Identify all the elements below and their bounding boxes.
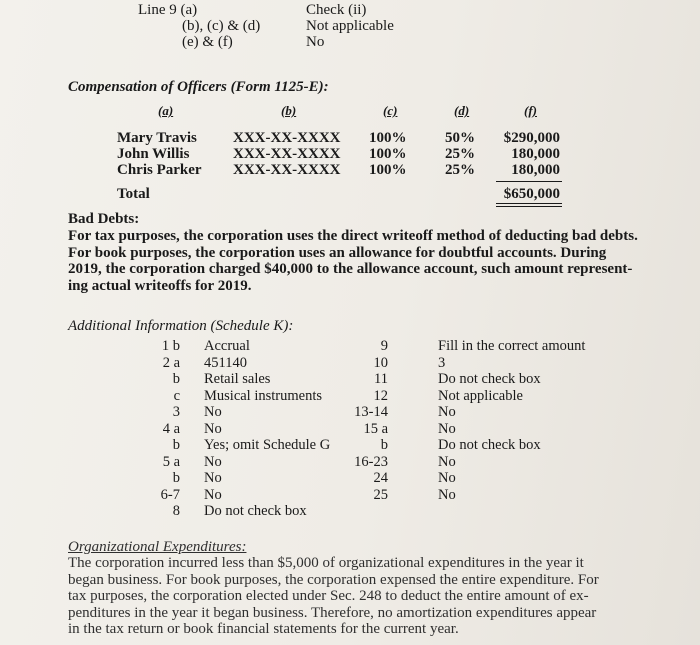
sched-k-line-num: b: [172, 470, 180, 486]
bad-debts-line: ing actual writeoffs for 2019.: [68, 277, 252, 294]
additional-right-vals: [438, 338, 585, 503]
officer-time-pct: 100%: [369, 162, 407, 178]
sched-k-line-num: 5 a: [162, 453, 180, 470]
officer-name: John Willis: [117, 146, 190, 162]
organizational-line: tax purposes, the corporation elected under Sec. 248 to deduct the entire amount of ex-: [68, 588, 589, 604]
officer-time-pct: 100%: [369, 146, 407, 162]
officer-amounts: [488, 130, 560, 178]
officer-time-pct: 100%: [369, 130, 407, 146]
sched-k-answer: 451140: [204, 354, 247, 371]
sched-k-line-num: 11: [374, 371, 388, 387]
sched-k-answer: Do not check box: [438, 437, 541, 453]
sched-k-line-num: 3: [172, 404, 180, 420]
sched-k-answer: No: [204, 470, 222, 486]
sched-k-answer: Fill in the correct amount: [438, 338, 586, 354]
bad-debts-heading: Bad Debts:: [68, 211, 140, 227]
organizational-line: began business. For book purposes, the corporation expensed the entire expenditure. For: [68, 571, 599, 588]
sched-k-line-num: b: [172, 371, 180, 387]
sched-k-line-num: c: [173, 387, 180, 404]
sched-k-answer: 3: [438, 354, 446, 371]
bad-debts-line: 2019, the corporation charged $40,000 to the allowance account, such amount represent-: [68, 261, 633, 277]
col-label-f: (f): [524, 103, 537, 118]
additional-left-vals: [204, 338, 330, 520]
sched-k-line-num: 16-23: [354, 453, 388, 470]
officer-amount: 180,000: [511, 146, 560, 162]
officer-amount: $290,000: [503, 130, 560, 146]
sched-k-line-num: 1 b: [161, 338, 180, 354]
sched-k-line-num: 4 a: [162, 420, 180, 437]
line9-answer: Not applicable: [306, 18, 394, 34]
officer-ssns: [233, 130, 340, 178]
sched-k-line-num: 13-14: [354, 404, 388, 420]
total-rule-double-1: [496, 203, 562, 204]
col-label-d: (d): [454, 103, 470, 118]
sched-k-line-num: 25: [373, 486, 388, 503]
officer-ssn: XXX-XX-XXXX: [233, 130, 341, 146]
sched-k-answer: Yes; omit Schedule G: [204, 437, 331, 453]
sched-k-answer: No: [438, 420, 456, 437]
additional-left-nums: [140, 338, 180, 520]
additional-right-nums: [336, 338, 388, 503]
sched-k-line-num: b: [380, 437, 388, 453]
line9-answers: [306, 2, 394, 50]
organizational-line: penditures in the year it began business. Therefore, no amortization expenditures appear: [68, 604, 597, 621]
col-label-a: (a): [158, 103, 174, 118]
sched-k-answer: No: [204, 404, 222, 420]
col-label-c: (c): [383, 103, 398, 118]
organizational-paragraph: [68, 555, 648, 638]
sched-k-answer: No: [204, 453, 222, 470]
organizational-heading: Organizational Expenditures:: [68, 539, 247, 555]
officer-stock-pct: 50%: [445, 130, 475, 146]
officer-name: Chris Parker: [117, 162, 202, 178]
additional-heading: Additional Information (Schedule K):: [68, 318, 294, 334]
line9-labels: [138, 2, 260, 50]
officer-stock-pcts: [445, 130, 475, 178]
sched-k-answer: No: [438, 486, 456, 503]
officer-name: Mary Travis: [117, 130, 197, 146]
sched-k-line-num: 15 a: [363, 420, 388, 437]
bad-debts-paragraph: [68, 228, 638, 294]
line9-answer: No: [306, 34, 325, 50]
officer-ssn: XXX-XX-XXXX: [233, 162, 341, 178]
sched-k-answer: Musical instruments: [204, 387, 323, 404]
sched-k-line-num: b: [172, 437, 180, 453]
sched-k-answer: Do not check box: [438, 371, 541, 387]
officer-amount: 180,000: [511, 162, 560, 178]
sched-k-answer: Do not check box: [204, 503, 307, 519]
total-rule-top: [496, 181, 562, 182]
col-label-b: (b): [281, 103, 297, 118]
sched-k-line-num: 9: [380, 338, 388, 354]
bad-debts-line: For book purposes, the corporation uses an allowance for doubtful accounts. During: [68, 244, 607, 261]
bad-debts-line: For tax purposes, the corporation uses the direct writeoff method of deducting bad debts.: [68, 228, 638, 244]
total-amount: $650,000: [503, 186, 560, 202]
sched-k-line-num: 10: [373, 354, 388, 371]
organizational-line: in the tax return or book financial statements for the current year.: [68, 621, 459, 637]
sched-k-answer: Retail sales: [204, 371, 271, 387]
sched-k-line-num: 6-7: [160, 486, 180, 503]
sched-k-answer: Not applicable: [438, 387, 523, 404]
sched-k-answer: No: [438, 470, 456, 486]
officer-time-pcts: [369, 130, 407, 178]
line9-label: (e) & (f): [182, 34, 233, 50]
officer-stock-pct: 25%: [445, 146, 475, 162]
organizational-line: The corporation incurred less than $5,000 of organizational expenditures in the year it: [68, 555, 584, 571]
officer-stock-pct: 25%: [445, 162, 475, 178]
total-rule-double-2: [496, 206, 562, 207]
officer-names: [117, 130, 202, 178]
sched-k-answer: No: [204, 420, 222, 437]
officer-ssn: XXX-XX-XXXX: [233, 146, 341, 162]
sched-k-answer: No: [204, 486, 222, 503]
sched-k-answer: No: [438, 453, 456, 470]
sched-k-line-num: 2 a: [162, 354, 180, 371]
sched-k-line-num: 12: [373, 387, 388, 404]
sched-k-line-num: 24: [373, 470, 388, 486]
sched-k-answer: No: [438, 404, 456, 420]
compensation-heading: Compensation of Officers (Form 1125-E):: [68, 79, 329, 95]
sched-k-answer: Accrual: [204, 338, 250, 354]
sched-k-line-num: 8: [172, 503, 180, 519]
line9-label: Line 9 (a): [138, 2, 198, 18]
line9-label: (b), (c) & (d): [182, 18, 261, 34]
line9-answer: Check (ii): [306, 2, 367, 18]
total-label: Total: [117, 186, 150, 202]
